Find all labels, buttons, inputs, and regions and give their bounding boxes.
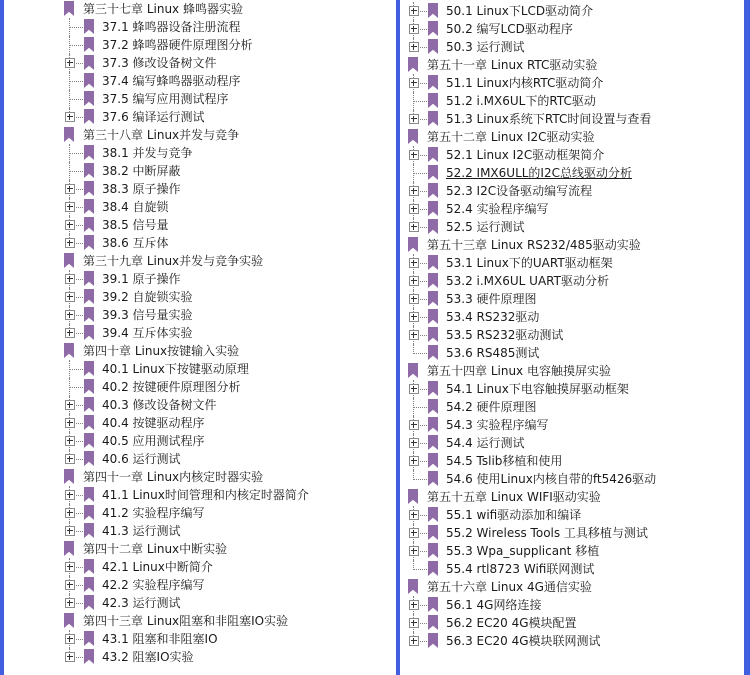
section-label: 55.4 rtl8723 Wifi联网测试: [446, 562, 595, 576]
expand-toggle-icon[interactable]: [65, 238, 75, 248]
bookmark-icon: [84, 433, 94, 448]
tree-connector: [70, 369, 83, 370]
bookmark-icon: [408, 363, 418, 378]
expand-toggle-icon[interactable]: [65, 634, 75, 644]
section-label: 43.2 阻塞IO实验: [102, 650, 194, 664]
bookmark-icon: [428, 327, 438, 342]
bookmark-icon: [428, 561, 438, 576]
bookmark-icon: [428, 471, 438, 486]
tree-connector: [414, 101, 427, 102]
expand-toggle-icon[interactable]: [65, 454, 75, 464]
expand-toggle-icon[interactable]: [409, 438, 419, 448]
chapter-label: 第五十三章 Linux RS232/485驱动实验: [427, 238, 641, 252]
section-label: 40.6 运行测试: [102, 452, 181, 466]
bookmark-icon: [64, 343, 74, 358]
section-label: 50.2 编写LCD驱动程序: [446, 22, 573, 36]
bookmark-icon: [84, 235, 94, 250]
expand-toggle-icon[interactable]: [65, 508, 75, 518]
chapter-label: 第四十一章 Linux内核定时器实验: [83, 470, 264, 484]
bookmark-icon: [428, 21, 438, 36]
tree-connector: [70, 81, 83, 82]
expand-toggle-icon[interactable]: [65, 490, 75, 500]
expand-toggle-icon[interactable]: [65, 310, 75, 320]
bookmark-icon: [84, 271, 94, 286]
section-label: 37.3 修改设备树文件: [102, 56, 217, 70]
expand-toggle-icon[interactable]: [409, 528, 419, 538]
bookmark-icon: [428, 93, 438, 108]
section-label: 53.1 Linux下的UART驱动框架: [446, 256, 613, 270]
bookmark-icon: [84, 163, 94, 178]
section-label: 40.1 Linux下按键驱动原理: [102, 362, 249, 376]
chapter-label: 第四十三章 Linux阻塞和非阻塞IO实验: [83, 614, 289, 628]
bookmark-icon: [428, 435, 438, 450]
bookmark-icon: [84, 145, 94, 160]
section-label: 52.5 运行测试: [446, 220, 525, 234]
expand-toggle-icon[interactable]: [409, 204, 419, 214]
bookmark-icon: [84, 415, 94, 430]
section-label: 54.2 硬件原理图: [446, 400, 537, 414]
bookmark-icon: [64, 469, 74, 484]
bookmark-icon: [84, 595, 94, 610]
bookmark-icon: [428, 597, 438, 612]
chapter-label: 第五十六章 Linux 4G通信实验: [427, 580, 592, 594]
section-label: 38.4 自旋锁: [102, 200, 169, 214]
bookmark-icon: [408, 57, 418, 72]
expand-toggle-icon[interactable]: [409, 42, 419, 52]
bookmark-icon: [84, 55, 94, 70]
bookmark-icon: [428, 255, 438, 270]
section-label: 56.3 EC20 4G模块联网测试: [446, 634, 601, 648]
bookmark-icon: [428, 417, 438, 432]
tree-connector: [414, 173, 427, 174]
bookmark-icon: [84, 523, 94, 538]
section-label: 39.4 互斥体实验: [102, 326, 193, 340]
bookmark-icon: [64, 1, 74, 16]
section-label: 53.4 RS232驱动: [446, 310, 540, 324]
section-label: 54.6 使用Linux内核自带的ft5426驱动: [446, 472, 657, 486]
section-label: 41.2 实验程序编写: [102, 506, 205, 520]
expand-toggle-icon[interactable]: [409, 258, 419, 268]
chapter-label: 第三十八章 Linux并发与竞争: [83, 128, 240, 142]
tree-connector: [70, 99, 83, 100]
expand-toggle-icon[interactable]: [409, 78, 419, 88]
left-frame-border: [0, 0, 4, 675]
tree-connector: [414, 479, 427, 480]
section-label: 53.6 RS485测试: [446, 346, 540, 360]
tree-connector: [414, 353, 427, 354]
bookmark-icon: [84, 91, 94, 106]
bookmark-icon: [84, 649, 94, 664]
expand-toggle-icon[interactable]: [409, 312, 419, 322]
section-label: 43.1 阻塞和非阻塞IO: [102, 632, 218, 646]
bookmark-icon: [84, 577, 94, 592]
bookmark-icon: [428, 615, 438, 630]
section-label: 40.4 按键驱动程序: [102, 416, 205, 430]
expand-toggle-icon[interactable]: [65, 58, 75, 68]
bookmark-icon: [84, 505, 94, 520]
bookmark-icon: [84, 307, 94, 322]
expand-toggle-icon[interactable]: [65, 418, 75, 428]
section-label: 37.5 编写应用测试程序: [102, 92, 229, 106]
section-label: 39.1 原子操作: [102, 272, 181, 286]
expand-toggle-icon[interactable]: [409, 600, 419, 610]
expand-toggle-icon[interactable]: [409, 546, 419, 556]
bookmark-icon: [64, 127, 74, 142]
section-label: 53.5 RS232驱动测试: [446, 328, 564, 342]
section-label: 50.1 Linux下LCD驱动简介: [446, 4, 594, 18]
chapter-label: 第三十七章 Linux 蜂鸣器实验: [83, 2, 243, 16]
section-label: 40.3 修改设备树文件: [102, 398, 217, 412]
section-label: 55.3 Wpa_supplicant 移植: [446, 544, 600, 558]
section-label: 42.1 Linux中断简介: [102, 560, 213, 574]
expand-toggle-icon[interactable]: [409, 420, 419, 430]
expand-toggle-icon[interactable]: [409, 330, 419, 340]
expand-toggle-icon[interactable]: [409, 384, 419, 394]
section-label: 38.2 中断屏蔽: [102, 164, 181, 178]
chapter-label: 第五十五章 Linux WIFI驱动实验: [427, 490, 601, 504]
bookmark-icon: [84, 451, 94, 466]
bookmark-icon: [84, 217, 94, 232]
bookmark-icon: [84, 487, 94, 502]
bookmark-icon: [428, 75, 438, 90]
bookmark-icon: [428, 309, 438, 324]
section-label: 37.2 蜂鸣器硬件原理图分析: [102, 38, 253, 52]
bookmark-icon: [408, 237, 418, 252]
bookmark-icon: [84, 325, 94, 340]
expand-toggle-icon[interactable]: [409, 618, 419, 628]
section-label: 54.1 Linux下电容触摸屏驱动框架: [446, 382, 629, 396]
chapter-label: 第四十二章 Linux中断实验: [83, 542, 228, 556]
bookmark-icon: [84, 199, 94, 214]
section-label: 39.2 自旋锁实验: [102, 290, 193, 304]
expand-toggle-icon[interactable]: [65, 328, 75, 338]
section-label: 41.3 运行测试: [102, 524, 181, 538]
bookmark-icon: [428, 291, 438, 306]
section-label: 42.2 实验程序编写: [102, 578, 205, 592]
chapter-label: 第四十章 Linux按键输入实验: [83, 344, 240, 358]
bookmark-icon: [64, 253, 74, 268]
bookmark-icon: [428, 381, 438, 396]
bookmark-icon: [428, 201, 438, 216]
section-label: 37.4 编写蜂鸣器驱动程序: [102, 74, 241, 88]
expand-toggle-icon[interactable]: [409, 6, 419, 16]
section-label: 37.1 蜂鸣器设备注册流程: [102, 20, 241, 34]
section-label: 37.6 编译运行测试: [102, 110, 205, 124]
section-label: 38.1 并发与竞争: [102, 146, 193, 160]
section-label: 52.1 Linux I2C驱动框架简介: [446, 148, 605, 162]
bookmark-icon: [428, 273, 438, 288]
bookmark-icon: [428, 147, 438, 162]
bookmark-icon: [428, 165, 438, 180]
bookmark-icon: [84, 379, 94, 394]
expand-toggle-icon[interactable]: [409, 150, 419, 160]
section-label: 39.3 信号量实验: [102, 308, 193, 322]
expand-toggle-icon[interactable]: [409, 114, 419, 124]
tree-connector: [70, 171, 83, 172]
section-label: 40.5 应用测试程序: [102, 434, 205, 448]
bookmark-icon: [428, 39, 438, 54]
expand-toggle-icon[interactable]: [65, 436, 75, 446]
section-label: 51.1 Linux内核RTC驱动简介: [446, 76, 604, 90]
expand-toggle-icon[interactable]: [65, 526, 75, 536]
bookmark-icon: [428, 399, 438, 414]
bookmark-icon: [84, 559, 94, 574]
expand-toggle-icon[interactable]: [65, 220, 75, 230]
section-label: 56.1 4G网络连接: [446, 598, 542, 612]
section-label: 38.5 信号量: [102, 218, 169, 232]
bookmark-icon: [64, 541, 74, 556]
tree-connector: [70, 45, 83, 46]
bookmark-icon: [84, 397, 94, 412]
expand-toggle-icon[interactable]: [409, 294, 419, 304]
bookmark-icon: [428, 183, 438, 198]
expand-toggle-icon[interactable]: [409, 510, 419, 520]
section-label: 54.5 Tslib移植和使用: [446, 454, 563, 468]
expand-toggle-icon[interactable]: [65, 274, 75, 284]
expand-toggle-icon[interactable]: [409, 24, 419, 34]
bookmark-icon: [84, 289, 94, 304]
right-frame-border: [744, 0, 750, 675]
bookmark-icon: [64, 613, 74, 628]
section-label: 38.6 互斥体: [102, 236, 169, 250]
section-label: 50.3 运行测试: [446, 40, 525, 54]
bookmark-icon: [428, 111, 438, 126]
expand-toggle-icon[interactable]: [409, 222, 419, 232]
expand-toggle-icon[interactable]: [65, 562, 75, 572]
expand-toggle-icon[interactable]: [65, 652, 75, 662]
section-label: 53.3 硬件原理图: [446, 292, 537, 306]
bookmark-icon: [84, 73, 94, 88]
expand-toggle-icon[interactable]: [409, 636, 419, 646]
section-label: 51.3 Linux系统下RTC时间设置与查看: [446, 112, 652, 126]
expand-toggle-icon[interactable]: [65, 184, 75, 194]
expand-toggle-icon[interactable]: [65, 400, 75, 410]
tree-connector: [414, 569, 427, 570]
bookmark-icon: [84, 181, 94, 196]
bookmark-icon: [428, 633, 438, 648]
bookmark-icon: [428, 3, 438, 18]
expand-toggle-icon[interactable]: [65, 112, 75, 122]
tree-connector: [414, 407, 427, 408]
section-label: 52.2 IMX6ULL的I2C总线驱动分析: [446, 166, 632, 180]
section-label: 56.2 EC20 4G模块配置: [446, 616, 577, 630]
bookmark-icon: [84, 37, 94, 52]
section-label: 54.3 实验程序编写: [446, 418, 549, 432]
section-label: 53.2 i.MX6UL UART驱动分析: [446, 274, 609, 288]
chapter-label: 第三十九章 Linux并发与竞争实验: [83, 254, 264, 268]
tree-connector: [70, 27, 83, 28]
tree-connector: [70, 387, 83, 388]
expand-toggle-icon[interactable]: [409, 186, 419, 196]
chapter-label: 第五十四章 Linux 电容触摸屏实验: [427, 364, 611, 378]
section-label: 54.4 运行测试: [446, 436, 525, 450]
expand-toggle-icon[interactable]: [65, 292, 75, 302]
section-label: 52.3 I2C设备驱动编写流程: [446, 184, 593, 198]
bookmark-icon: [428, 453, 438, 468]
bookmark-icon: [428, 345, 438, 360]
section-label: 55.2 Wireless Tools 工具移植与测试: [446, 526, 648, 540]
bookmark-icon: [408, 579, 418, 594]
bookmark-icon: [84, 361, 94, 376]
bookmark-icon: [408, 129, 418, 144]
section-label: 42.3 运行测试: [102, 596, 181, 610]
bookmark-icon: [84, 109, 94, 124]
column-divider: [396, 0, 400, 675]
section-label: 38.3 原子操作: [102, 182, 181, 196]
section-label: 55.1 wifi驱动添加和编译: [446, 508, 582, 522]
expand-toggle-icon[interactable]: [65, 202, 75, 212]
bookmark-icon: [428, 543, 438, 558]
expand-toggle-icon[interactable]: [65, 580, 75, 590]
bookmark-icon: [84, 631, 94, 646]
chapter-label: 第五十一章 Linux RTC驱动实验: [427, 58, 598, 72]
chapter-label: 第五十二章 Linux I2C驱动实验: [427, 130, 595, 144]
bookmark-icon: [84, 19, 94, 34]
section-label: 52.4 实验程序编写: [446, 202, 549, 216]
expand-toggle-icon[interactable]: [409, 456, 419, 466]
bookmark-icon: [428, 219, 438, 234]
section-label: 41.1 Linux时间管理和内核定时器简介: [102, 488, 309, 502]
expand-toggle-icon[interactable]: [65, 598, 75, 608]
bookmark-icon: [408, 489, 418, 504]
tree-connector: [70, 153, 83, 154]
expand-toggle-icon[interactable]: [409, 276, 419, 286]
bookmark-icon: [428, 525, 438, 540]
section-label: 40.2 按键硬件原理图分析: [102, 380, 241, 394]
bookmark-icon: [428, 507, 438, 522]
section-label: 51.2 i.MX6UL下的RTC驱动: [446, 94, 596, 108]
